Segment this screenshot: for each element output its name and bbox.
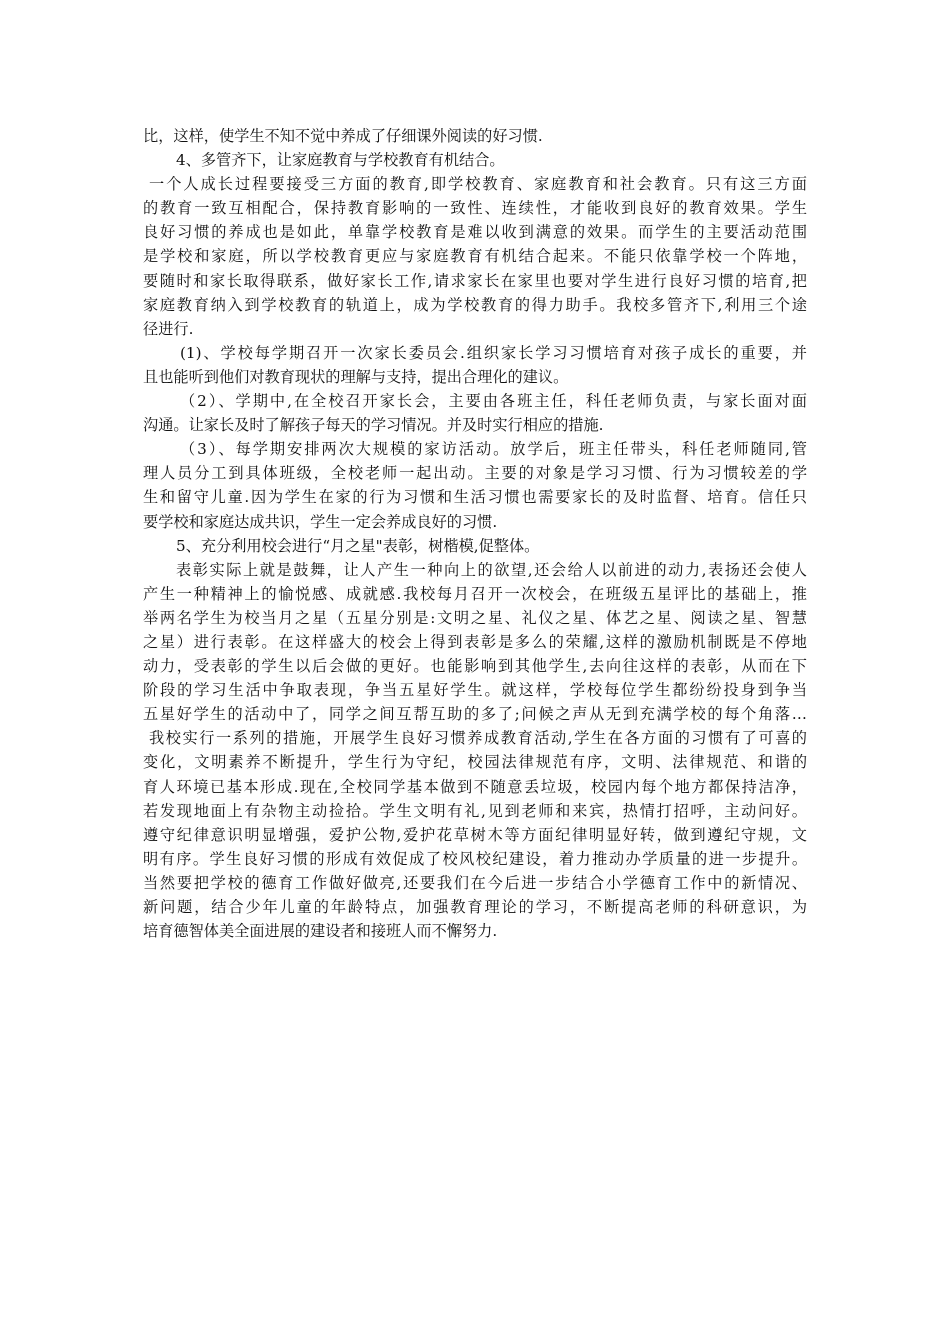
text-line: 比，这样，使学生不知不觉中养成了仔细课外阅读的好习惯. bbox=[143, 127, 543, 145]
text-line: 若发现地面上有杂物主动捡拾。学生文明有礼,见到老师和来宾，热情打招呼，主动问好。 bbox=[143, 801, 807, 820]
text-line: 生和留守儿童.因为学生在家的行为习惯和生活习惯也需要家长的及时监督、培育。信任只 bbox=[143, 488, 807, 507]
text-line: 育人环境已基本形成.现在,全校同学基本做到不随意丢垃圾，校园内每个地方都保持洁净， bbox=[143, 777, 807, 796]
text-line: 产生一种精神上的愉悦感、成就感.我校每月召开一次校会，在班级五星评比的基础上，推 bbox=[143, 584, 807, 603]
text-line: （3）、每学期安排两次大规模的家访活动。放学后，班主任带头，科任老师随同,管 bbox=[180, 440, 807, 459]
text-line: 家庭教育纳入到学校教育的轨道上，成为学校教育的得力助手。我校多管齐下,利用三个途 bbox=[143, 295, 807, 314]
text-line: 变化，文明素养不断提升，学生行为守纪，校园法律规范有序，文明、法律规范、和谐的 bbox=[143, 753, 807, 772]
text-line: 要随时和家长取得联系，做好家长工作,请求家长在家里也要对学生进行良好习惯的培育,把 bbox=[143, 271, 807, 290]
text-line: 是学校和家庭，所以学校教育更应与家庭教育有机结合起来。不能只依靠学校一个阵地， bbox=[143, 247, 807, 266]
text-line: 我校实行一系列的措施，开展学生良好习惯养成教育活动,学生在各方面的习惯有了可喜的 bbox=[149, 729, 807, 748]
text-line: 且也能听到他们对教育现状的理解与支持，提出合理化的建议。 bbox=[143, 367, 569, 386]
section-heading: 4、多管齐下，让家庭教育与学校教育有机结合。 bbox=[176, 151, 505, 170]
text-line: 要学校和家庭达成共识，学生一定会养成良好的习惯. bbox=[143, 512, 498, 531]
text-line: 一个人成长过程要接受三方面的教育,即学校教育、家庭教育和社会教育。只有这三方面 bbox=[149, 175, 807, 194]
text-line: 沟通。让家长及时了解孩子每天的学习情况。并及时实行相应的措施. bbox=[143, 416, 604, 435]
text-line: 表彰实际上就是鼓舞，让人产生一种向上的欲望,还会给人以前进的动力,表扬还会使人 bbox=[176, 560, 807, 579]
text-line: 明有序。学生良好习惯的形成有效促成了校风校纪建设，着力推动办学质量的进一步提升。 bbox=[143, 849, 807, 868]
text-line: 良好习惯的养成也是如此，单靠学校教育是难以收到满意的效果。而学生的主要活动范围 bbox=[143, 223, 807, 242]
text-line: 阶段的学习生活中争取表现，争当五星好学生。就这样，学校每位学生都纷纷投身到争当 bbox=[143, 681, 807, 700]
text-line: 新问题，结合少年儿童的年龄特点，加强教育理论的学习，不断提高老师的科研意识，为 bbox=[143, 898, 807, 916]
text-line: （2）、学期中,在全校召开家长会，主要由各班主任，科任老师负责，与家长面对面 bbox=[180, 392, 807, 411]
text-line: 当然要把学校的德育工作做好做亮,还要我们在今后进一步结合小学德育工作中的新情况、 bbox=[143, 873, 807, 892]
text-line: (1)、学校每学期召开一次家长委员会.组织家长学习习惯培育对孩子成长的重要，并 bbox=[180, 343, 807, 362]
text-line: 之星）进行表彰。在这样盛大的校会上得到表彰是多么的荣耀,这样的激励机制既是不停地 bbox=[143, 632, 807, 651]
text-line: 遵守纪律意识明显增强，爱护公物,爱护花草树木等方面纪律明显好转，做到遵纪守规，文 bbox=[143, 825, 807, 844]
text-line: 五星好学生的活动中了，同学之间互帮互助的多了;问候之声从无到充满学校的每个角落… bbox=[143, 705, 807, 724]
document-page bbox=[143, 124, 807, 943]
text-line: 举两名学生为校当月之星（五星分别是:文明之星、礼仪之星、体艺之星、阅读之星、智慧 bbox=[143, 608, 807, 627]
text-line: 培育德智体美全面进展的建设者和接班人而不懈努力. bbox=[143, 922, 498, 941]
text-line: 的教育一致互相配合，保持教育影响的一致性、连续性，才能收到良好的教育效果。学生 bbox=[143, 199, 807, 218]
text-line: 动力，受表彰的学生以后会做的更好。也能影响到其他学生,去向往这样的表彰，从而在下 bbox=[143, 657, 807, 676]
section-heading: 5、充分利用校会进行“月之星"表彰，树楷模,促整体。 bbox=[176, 536, 540, 555]
text-line: 径进行. bbox=[143, 319, 194, 338]
text-line: 理人员分工到具体班级，全校老师一起出动。主要的对象是学习习惯、行为习惯较差的学 bbox=[143, 464, 807, 483]
